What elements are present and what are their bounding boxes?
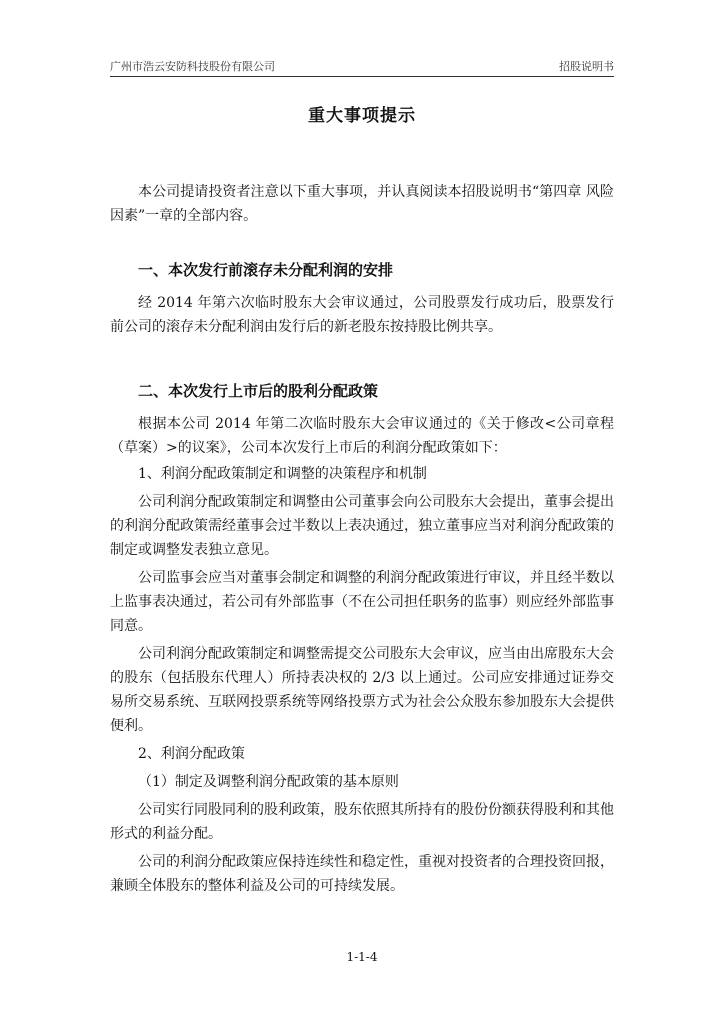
intro-paragraph: 本公司提请投资者注意以下重大事项，并认真阅读本招股说明书“第四章 风险因素”一章的全部内容。 — [110, 184, 614, 224]
company-name: 广州市浩云安防科技股份有限公司 — [110, 60, 275, 73]
header-divider — [110, 76, 614, 77]
section-1-heading: 一、本次发行前滚存未分配利润的安排 — [138, 261, 394, 279]
section-1-paragraph: 经 2014 年第六次临时股东大会审议通过，公司股票发行成功后，股票发行前公司的滚存未分配利润由发行后的新老股东按持股比例共享。 — [110, 295, 614, 335]
paragraph-continuity: 公司的利润分配政策应保持连续性和稳定性，重视对投资者的合理投资回报，兼顾全体股东的整体利益及公司的可持续发展。 — [110, 854, 614, 894]
page-title: 重大事项提示 — [308, 106, 416, 126]
paragraph-equal-rights: 公司实行同股同利的股利政策，股东依照其所持有的股份份额获得股利和其他形式的利益分配。 — [110, 802, 614, 842]
subsection-2-1-title: （1）制定及调整利润分配政策的基本原则 — [138, 774, 399, 790]
subsection-1-title: 1、利润分配政策制定和调整的决策程序和机制 — [138, 466, 427, 482]
subsection-2-title: 2、利润分配政策 — [138, 746, 245, 762]
document-body — [110, 180, 614, 898]
paragraph-shareholder-meeting: 公司利润分配政策制定和调整需提交公司股东大会审议，应当由出席股东大会的股东（包括股东代理人）所持表决权的 2/3 以上通过。公司应安排通过证券交易所交易系统、互联网投票系统等网络投票方式为社会公众股东参加股东大会提供便利。 — [110, 646, 614, 734]
page-number: 1-1-4 — [346, 950, 378, 964]
paragraph-decision-process: 公司利润分配政策制定和调整由公司董事会向公司股东大会提出，董事会提出的利润分配政策需经董事会过半数以上表决通过，独立董事应当对利润分配政策的制定或调整发表独立意见。 — [110, 494, 614, 558]
section-2-intro: 根据本公司 2014 年第二次临时股东大会审议通过的《关于修改<公司章程（草案）>的议案》，公司本次发行上市后的利润分配政策如下： — [110, 416, 614, 456]
section-2-heading: 二、本次发行上市后的股利分配政策 — [138, 382, 379, 400]
document-type: 招股说明书 — [559, 60, 614, 73]
paragraph-supervisory-board: 公司监事会应当对董事会制定和调整的利润分配政策进行审议，并且经半数以上监事表决通过，若公司有外部监事（不在公司担任职务的监事）则应经外部监事同意。 — [110, 570, 614, 634]
page-header — [110, 58, 614, 74]
